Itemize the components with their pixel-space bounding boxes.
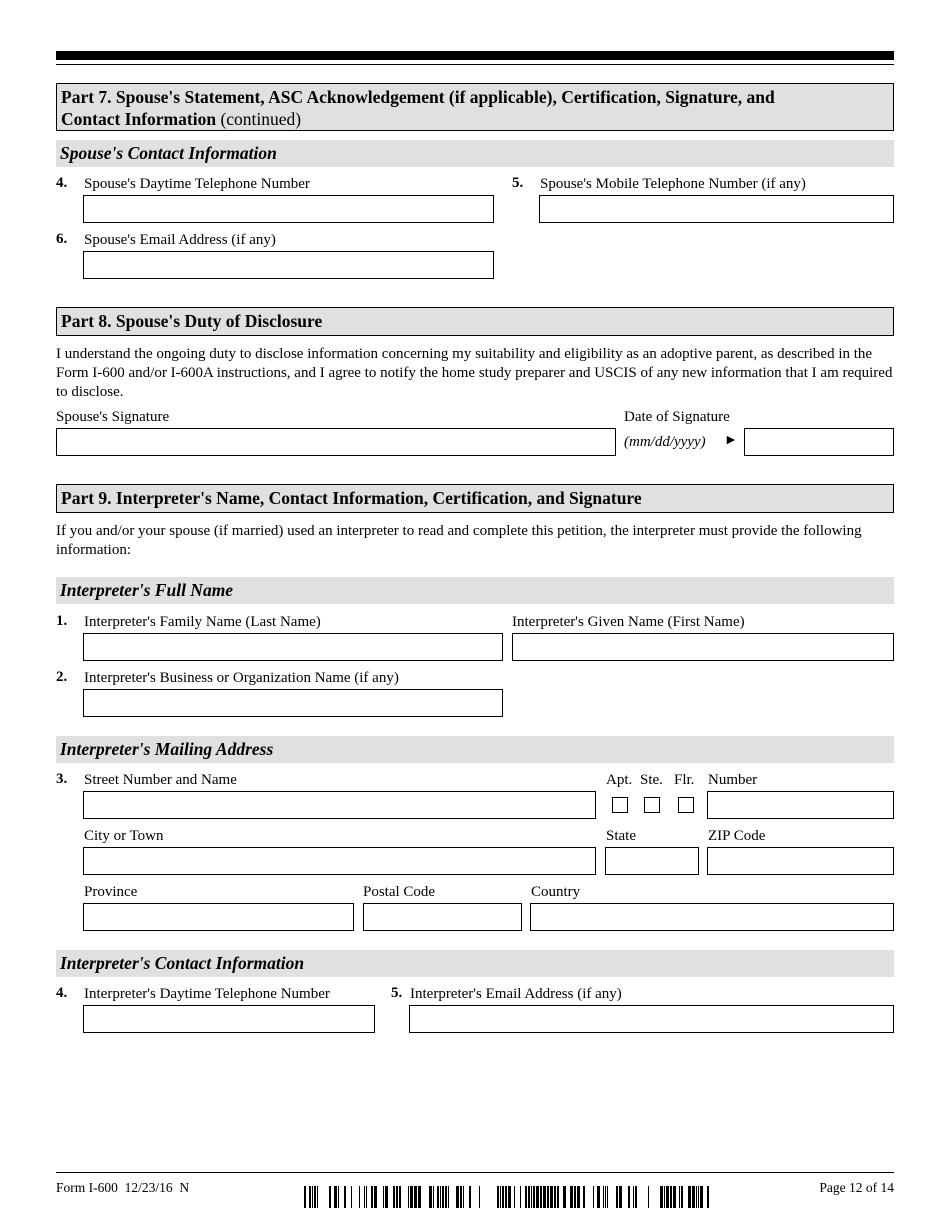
interpreter-business-field[interactable] <box>83 689 503 717</box>
spouse-email-label: Spouse's Email Address (if any) <box>84 232 276 248</box>
q2-number: 2. <box>56 669 68 685</box>
interpreter-email-label: Interpreter's Email Address (if any) <box>410 986 622 1002</box>
apt-checkbox[interactable] <box>612 797 628 813</box>
arrow-right-icon: ► <box>724 433 738 448</box>
part7-title: Part 7. Spouse's Statement, ASC Acknowledgement (if applicable), Certification, Signature, and <box>61 87 775 107</box>
top-thick-rule <box>56 51 894 60</box>
postal-code-label: Postal Code <box>363 884 436 900</box>
q4-interp-number: 4. <box>56 985 68 1001</box>
date-of-signature-label: Date of Signature <box>624 409 730 425</box>
country-label: Country <box>531 884 581 900</box>
part7-continued: (continued) <box>216 109 302 129</box>
page-number: Page 12 of 14 <box>819 1180 894 1195</box>
spouse-mobile-phone-field[interactable] <box>539 195 894 223</box>
postal-code-field[interactable] <box>363 903 522 931</box>
part7-header <box>56 83 894 131</box>
country-field[interactable] <box>530 903 894 931</box>
number-label: Number <box>708 772 758 788</box>
barcode-image <box>304 1186 712 1208</box>
interpreter-given-name-field[interactable] <box>512 633 894 661</box>
province-field[interactable] <box>83 903 354 931</box>
interpreter-family-name-label: Interpreter's Family Name (Last Name) <box>84 614 321 630</box>
interpreter-address-section: Interpreter's Mailing Address <box>56 736 894 763</box>
q3-number: 3. <box>56 771 68 787</box>
interpreter-intro: If you and/or your spouse (if married) used an interpreter to read and complete this petition, the interpreter must provide the following information: <box>56 523 862 558</box>
flr-label: Flr. <box>674 772 695 788</box>
flr-checkbox[interactable] <box>678 797 694 813</box>
spouse-mobile-phone-label: Spouse's Mobile Telephone Number (if any) <box>540 176 806 192</box>
interpreter-email-field[interactable] <box>409 1005 894 1033</box>
interpreter-business-label: Interpreter's Business or Organization Name (if any) <box>84 670 399 686</box>
city-field[interactable] <box>83 847 596 875</box>
spouse-daytime-phone-label: Spouse's Daytime Telephone Number <box>84 176 310 192</box>
spouse-signature-label: Spouse's Signature <box>56 409 170 425</box>
interpreter-phone-field[interactable] <box>83 1005 375 1033</box>
spouse-email-field[interactable] <box>83 251 494 279</box>
q1-number: 1. <box>56 613 68 629</box>
q6-number: 6. <box>56 231 68 247</box>
part8-header: Part 8. Spouse's Duty of Disclosure <box>56 307 894 336</box>
interpreter-contact-section: Interpreter's Contact Information <box>56 950 894 977</box>
disclosure-statement: I understand the ongoing duty to disclose information concerning my suitability and eligibility as an adoptive parent, as described in the Form I-600 and/or I-600A instructions, and I agree to notify the home study preparer and USCIS of any new information that I am required to disclose. <box>56 346 893 400</box>
spouse-daytime-phone-field[interactable] <box>83 195 494 223</box>
interpreter-name-section: Interpreter's Full Name <box>56 577 894 604</box>
ste-label: Ste. <box>640 772 663 788</box>
date-format-hint: (mm/dd/yyyy) <box>624 434 706 450</box>
interpreter-phone-label: Interpreter's Daytime Telephone Number <box>84 986 330 1002</box>
part7-title-line2: Contact Information <box>61 109 217 129</box>
part9-header: Part 9. Interpreter's Name, Contact Information, Certification, and Signature <box>56 484 894 513</box>
state-field[interactable] <box>605 847 699 875</box>
q4-number: 4. <box>56 175 68 191</box>
q5-interp-number: 5. <box>391 985 403 1001</box>
state-label: State <box>606 828 636 844</box>
footer-rule <box>56 1172 894 1173</box>
spouse-signature-field[interactable] <box>56 428 616 456</box>
zip-field[interactable] <box>707 847 894 875</box>
spouse-contact-section: Spouse's Contact Information <box>56 140 894 167</box>
date-of-signature-field[interactable] <box>744 428 894 456</box>
interpreter-family-name-field[interactable] <box>83 633 503 661</box>
street-field[interactable] <box>83 791 596 819</box>
zip-label: ZIP Code <box>708 828 766 844</box>
q5-number: 5. <box>512 175 524 191</box>
street-label: Street Number and Name <box>84 772 237 788</box>
form-id: Form I-600 12/23/16 N <box>56 1180 190 1195</box>
province-label: Province <box>84 884 138 900</box>
number-field[interactable] <box>707 791 894 819</box>
apt-label: Apt. <box>606 772 633 788</box>
ste-checkbox[interactable] <box>644 797 660 813</box>
top-thin-rule <box>56 64 894 65</box>
interpreter-given-name-label: Interpreter's Given Name (First Name) <box>512 614 745 630</box>
city-label: City or Town <box>84 828 164 844</box>
